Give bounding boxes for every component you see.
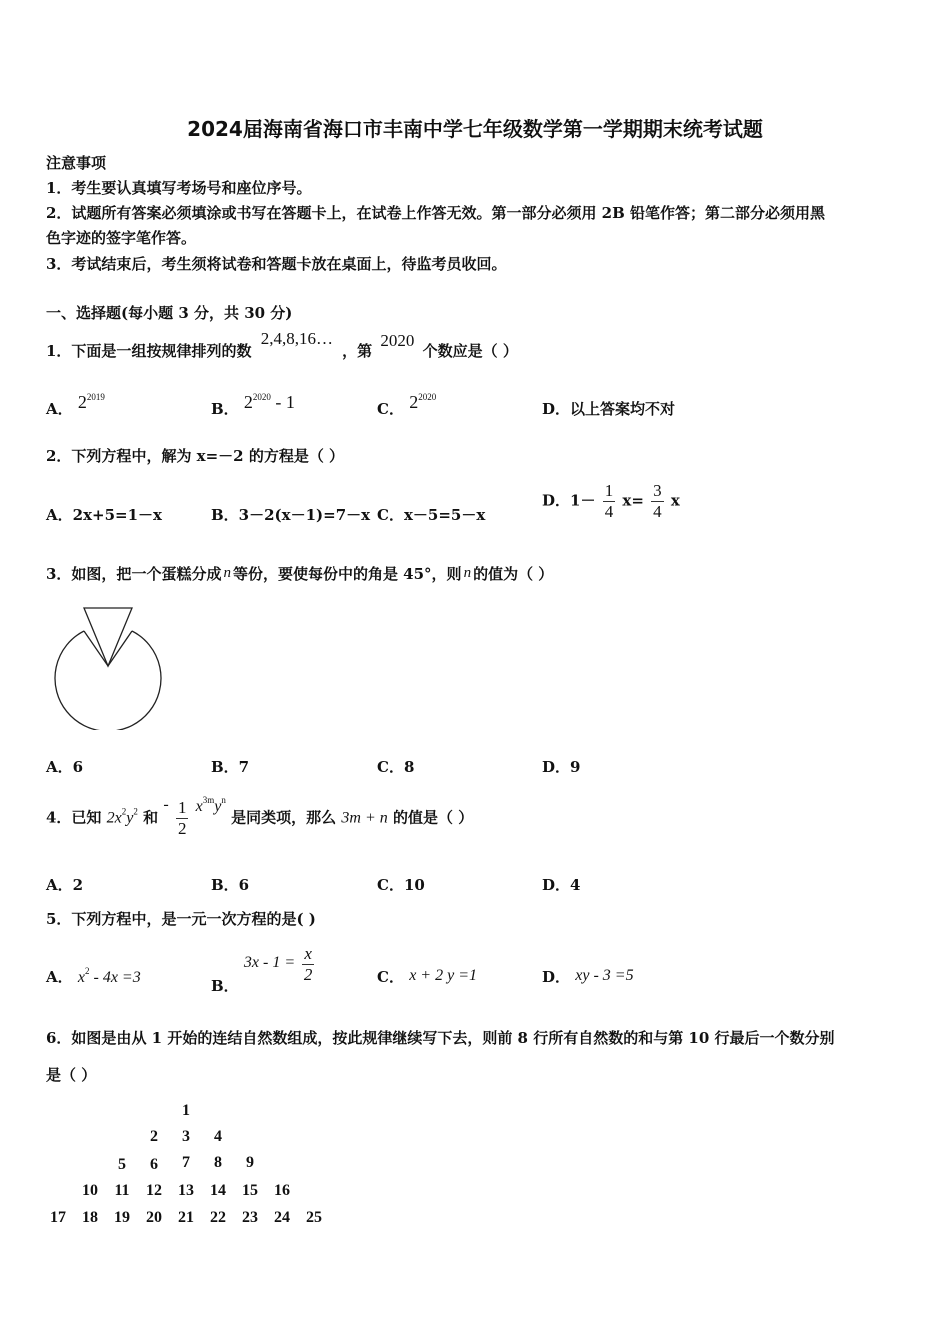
q3-option-a: A．6 <box>46 758 84 776</box>
option-label: D． <box>542 968 571 986</box>
q4-term1-y: y <box>126 809 134 827</box>
triangle-number: 7 <box>182 1154 190 1171</box>
q4-term1-exp: 2 <box>121 806 127 817</box>
q5-c-expr: x + 2 y =1 <box>409 967 477 984</box>
q1-number: 2020 <box>380 331 415 350</box>
option-label: D． <box>542 400 571 418</box>
triangle-number: 3 <box>182 1128 190 1145</box>
denominator: 4 <box>604 502 614 521</box>
page-title: 2024届海南省海口市丰南中学七年级数学第一学期期末统考试题 <box>187 117 763 141</box>
q1-pre: 1．下面是一组按规律排列的数 <box>46 342 252 360</box>
option-label: A． <box>46 400 73 418</box>
numerator: 1 <box>177 798 187 817</box>
question-1-stem <box>46 329 518 361</box>
q1-option-b <box>211 392 295 419</box>
q5-option-c <box>377 966 477 987</box>
q4-expression: 3m + n <box>341 809 388 827</box>
triangle-number: 1 <box>182 1102 190 1119</box>
q4-option-c: C．10 <box>377 876 425 894</box>
q3-option-c: C．8 <box>377 758 415 776</box>
q2-option-b: B．3－2(x－1)=7－x <box>211 506 371 524</box>
denominator: 4 <box>653 502 662 521</box>
triangle-number: 23 <box>242 1209 258 1226</box>
question-6-stem-cont: 是（ ） <box>46 1066 97 1084</box>
q5-a-x: x <box>77 969 85 986</box>
q1-mid: ，第 <box>342 342 373 360</box>
q3-var: n <box>223 565 231 581</box>
denominator: 2 <box>177 819 187 838</box>
question-2-stem: 2．下列方程中，解为 x=－2 的方程是（ ） <box>46 447 345 465</box>
notice-item: 1．考生要认真填写考场号和座位序号。 <box>46 179 312 197</box>
q3-mid: 等份，要使每份中的角是 45°，则 <box>232 565 462 583</box>
triangle-number: 9 <box>246 1154 254 1171</box>
q4-option-a: A．2 <box>46 876 84 894</box>
q1-b-tail: - 1 <box>270 392 295 412</box>
q1-post: 个数应是（ ） <box>422 342 518 360</box>
q1-option-c <box>377 392 437 419</box>
triangle-number: 14 <box>210 1182 226 1199</box>
q1-b-base: 2 <box>243 392 253 412</box>
q2-option-a: A．2x+5=1－x <box>46 506 162 524</box>
q4-term2-yexp: n <box>221 794 226 805</box>
fraction <box>651 481 664 522</box>
triangle-number: 13 <box>178 1182 194 1199</box>
q4-post: 的值是（ ） <box>392 808 474 827</box>
triangle-number: 5 <box>118 1156 126 1173</box>
triangle-number: 22 <box>210 1209 226 1226</box>
triangle-number: 19 <box>114 1209 130 1226</box>
q4-term2-xexp: 3m <box>202 794 215 805</box>
triangle-number: 8 <box>214 1154 222 1171</box>
q4-mid: 是同类项，那么 <box>231 808 337 827</box>
question-4-stem <box>46 794 474 839</box>
q4-term2-y: y <box>214 797 222 815</box>
q5-b-pre: 3x - 1 = <box>243 953 296 971</box>
q5-a-rest: - 4x =3 <box>89 969 141 986</box>
q4-term2-x: x <box>195 797 203 815</box>
q4-term1: 2x <box>106 809 122 827</box>
option-label: B． <box>211 400 239 418</box>
numerator: x <box>304 944 312 963</box>
notice-item: 3．考试结束后，考生须将试卷和答题卡放在桌面上，待监考员收回。 <box>46 255 507 273</box>
q1-b-exp: 2020 <box>252 392 271 402</box>
triangle-number: 11 <box>114 1182 130 1199</box>
triangle-number: 15 <box>242 1182 258 1199</box>
option-label: C． <box>377 968 404 986</box>
q2-option-d <box>542 481 680 522</box>
q4-option-d: D．4 <box>542 876 581 894</box>
q5-option-d <box>542 966 634 987</box>
q2-d-mid: x= <box>622 491 644 510</box>
cake-figure <box>46 600 171 730</box>
q3-option-b: B．7 <box>211 758 250 776</box>
notice-item: 色字迹的签字笔作答。 <box>46 229 197 247</box>
fraction <box>176 798 189 839</box>
triangle-number: 25 <box>306 1209 322 1226</box>
triangle-number: 4 <box>214 1128 222 1145</box>
q1-c-base: 2 <box>409 392 419 412</box>
q1-d-text: 以上答案均不对 <box>570 400 676 418</box>
triangle-number: 10 <box>82 1182 98 1199</box>
q4-term1-yexp: 2 <box>133 806 138 817</box>
question-6-stem: 6．如图是由从 1 开始的连结自然数组成，按此规律继续写下去，则前 8 行所有自然数的和与第 10 行最后一个数分别 <box>46 1029 835 1047</box>
q3-pre: 3．如图，把一个蛋糕分成 <box>46 565 222 583</box>
q1-sequence: 2,4,8,16… <box>260 329 333 348</box>
q1-option-d <box>542 398 675 419</box>
numerator: 1 <box>604 481 614 500</box>
triangle-number: 2 <box>150 1128 158 1145</box>
q5-option-a <box>46 966 141 987</box>
q1-a-base: 2 <box>77 392 87 412</box>
triangle-number: 6 <box>150 1156 158 1173</box>
q5-d-expr: xy - 3 =5 <box>575 967 634 984</box>
q1-a-exp: 2019 <box>86 392 105 402</box>
denominator: 2 <box>303 965 313 984</box>
triangle-number: 21 <box>178 1209 194 1226</box>
triangle-number: 16 <box>274 1182 290 1199</box>
question-5-stem: 5．下列方程中，是一元一次方程的是( ) <box>46 910 316 928</box>
q2-d-pre: D．1－ <box>542 491 596 510</box>
q5-a-exp: 2 <box>84 966 90 976</box>
q4-option-b: B．6 <box>211 876 250 894</box>
option-label: C． <box>377 400 404 418</box>
q1-option-a <box>46 392 105 419</box>
triangle-number: 20 <box>146 1209 162 1226</box>
q4-pre: 4．已知 <box>46 808 102 827</box>
option-label: B． <box>211 976 239 995</box>
numerator: 3 <box>653 481 662 500</box>
q3-option-d: D．9 <box>542 758 581 776</box>
triangle-number: 18 <box>82 1209 98 1226</box>
q3-post: 的值为（ ） <box>473 565 554 583</box>
triangle-number: 12 <box>146 1182 162 1199</box>
q3-var2: n <box>463 565 472 581</box>
q2-option-c: C．x－5=5－x <box>377 506 486 524</box>
notice-heading: 注意事项 <box>46 154 107 172</box>
q2-d-post: x <box>670 491 680 510</box>
triangle-number: 17 <box>50 1209 66 1226</box>
q4-minus: - <box>163 795 169 813</box>
fraction <box>603 481 616 522</box>
notice-item: 2．试题所有答案必须填涂或书写在答题卡上，在试卷上作答无效。第一部分必须用 2B 铅笔作答；第二部分必须用黑 <box>46 204 826 222</box>
q4-and: 和 <box>143 808 159 827</box>
fraction <box>302 944 314 985</box>
option-label: A． <box>46 968 73 986</box>
section-heading: 一、选择题(每小题 3 分，共 30 分) <box>46 304 293 322</box>
q1-c-exp: 2020 <box>418 392 437 402</box>
question-3-stem <box>46 563 553 584</box>
triangle-number: 24 <box>274 1209 290 1226</box>
q5-option-b <box>211 944 316 995</box>
